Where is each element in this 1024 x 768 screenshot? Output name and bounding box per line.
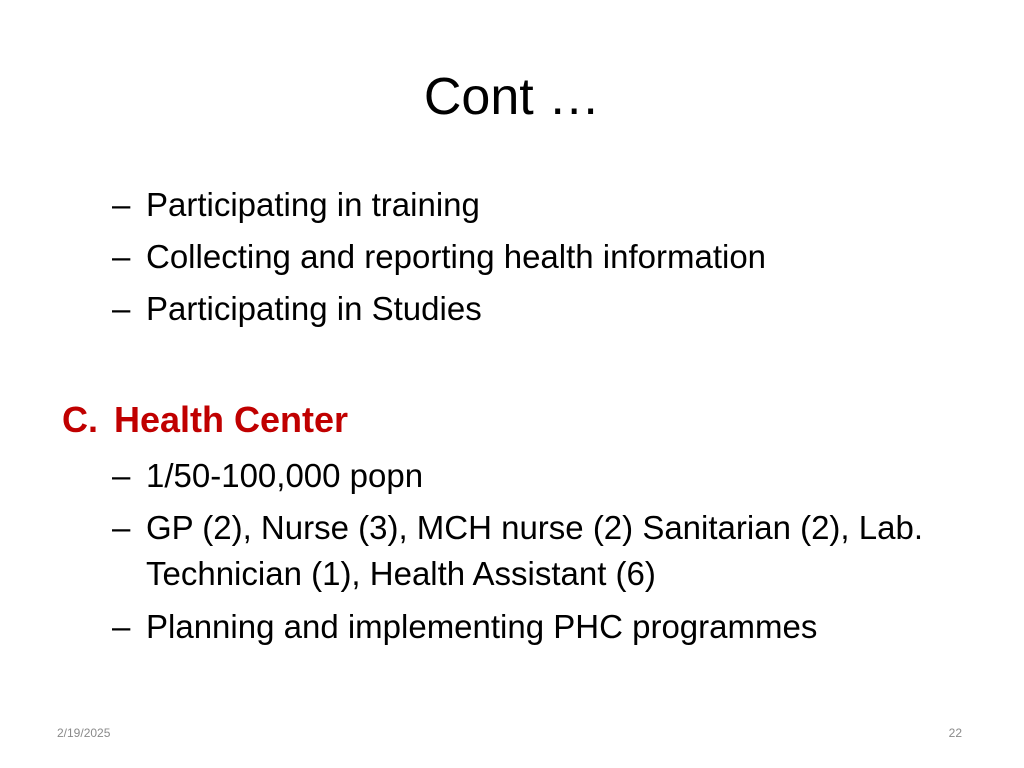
list-item-text: Planning and implementing PHC programmes: [146, 608, 818, 645]
list-item-text: GP (2), Nurse (3), MCH nurse (2) Sanitarian (2), Lab. Technician (1), Health Assistant (6): [146, 509, 923, 592]
list-item: [112, 234, 942, 279]
slide-title: Cont …: [423, 68, 601, 126]
list-item: [112, 286, 942, 331]
list-item: [112, 182, 942, 227]
footer-page-number: 22: [948, 726, 962, 740]
dash-bullet: –: [112, 238, 131, 275]
bullet-list-duties: [112, 182, 942, 338]
section-title: Health Center: [114, 399, 349, 440]
list-item: [112, 604, 942, 649]
section-heading: [62, 394, 348, 446]
dash-bullet: –: [112, 290, 131, 327]
dash-bullet: –: [112, 509, 131, 546]
list-item-text: Collecting and reporting health information: [146, 238, 767, 275]
footer-date: 2/19/2025: [57, 726, 111, 740]
dash-bullet: –: [112, 186, 131, 223]
list-item-text: Participating in Studies: [146, 290, 482, 327]
bullet-list-health-center: [112, 453, 942, 656]
dash-bullet: –: [112, 608, 131, 645]
list-item-text: Participating in training: [146, 186, 480, 223]
list-item: [112, 453, 942, 498]
section-letter: C.: [62, 399, 98, 440]
list-item: [112, 505, 942, 597]
dash-bullet: –: [112, 457, 131, 494]
list-item-text: 1/50-100,000 popn: [146, 457, 424, 494]
